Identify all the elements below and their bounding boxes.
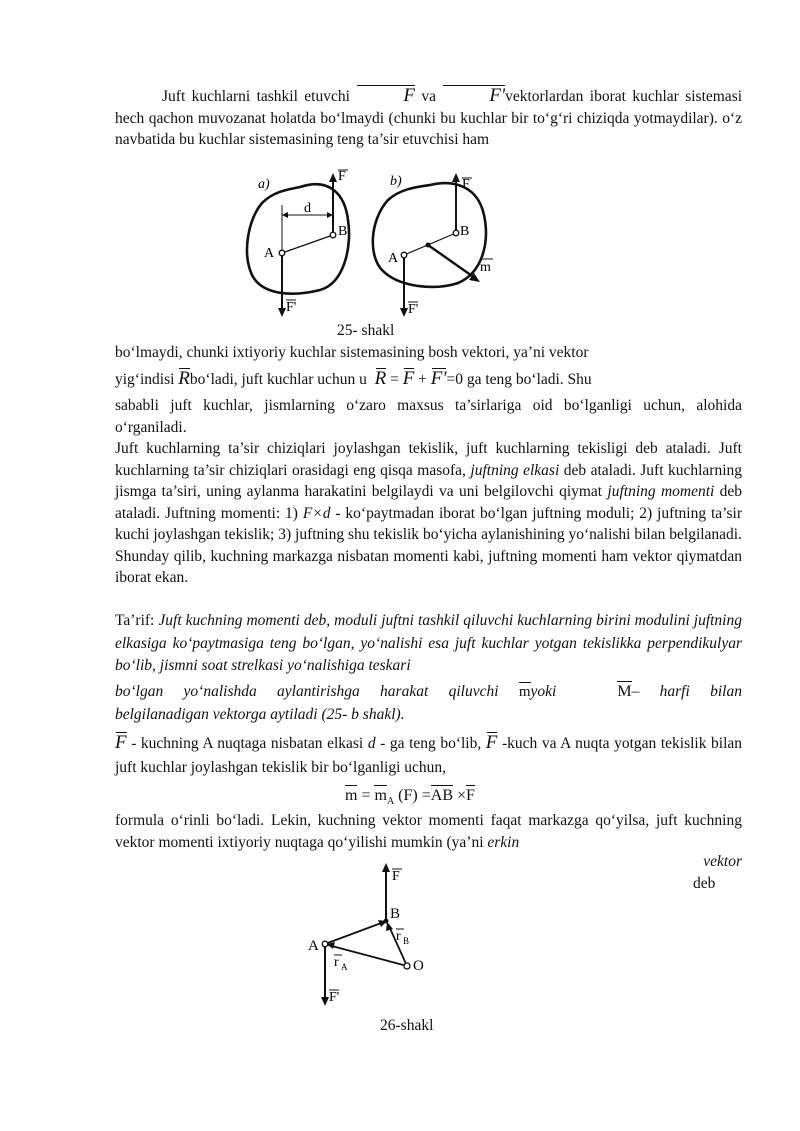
text: - ga teng bo‘lib, (380, 735, 482, 752)
point-B-a (330, 232, 336, 238)
label-rA-sub: A (341, 962, 348, 972)
text: -kuch va A nuqta yotgan tekislik bilan juft kuchlar joylashgan tekislik bir bo‘lganligi uchun, (115, 735, 743, 776)
label-A: A (308, 938, 319, 954)
arrowhead-icon (321, 997, 329, 1006)
text: yoki (530, 683, 557, 700)
formula-eq: = (361, 787, 371, 804)
label-F-b: F (462, 177, 470, 192)
label-A-a: A (264, 246, 275, 261)
vector-R-eq: R (374, 368, 387, 389)
point-B (384, 919, 389, 924)
text: - kuchning A nuqtaga nisbatan elkasi (131, 735, 364, 752)
center-point (426, 243, 431, 248)
label-m: m (480, 260, 491, 275)
text: deb ataladi. Juftning momenti: 1) (115, 483, 743, 522)
arrowhead-icon (382, 863, 390, 872)
label-B: B (390, 906, 401, 922)
term-Fd: F×d (302, 504, 331, 522)
paragraph-arm (115, 732, 742, 780)
text: deb ataladi. Juft kuchlarning jismga ta’siri, uning aylanma harakatini belgilaydi va uni belgilovchi qiymat (115, 461, 743, 500)
label-d: d (304, 201, 311, 216)
text: bo‘lgan yo‘nalishda aylantirishga harakat qiluvchi (115, 683, 499, 700)
point-O (404, 963, 410, 969)
paragraph-main-vector (115, 342, 742, 364)
formula-sub-A: A (386, 796, 395, 808)
definition-text: Juft kuchning momenti deb, moduli juftni tashkil qiluvchi kuchlarning birini modulini juftning elkasiga ko‘paytmasiga teng bo‘lgan, yo‘nalishi esa juft kuchlar yotgan tekislikka perpendikulyar bo‘lib, jismni soat strelkasi yo‘nalishiga teskari (115, 612, 742, 674)
text: bo‘lmaydi, chunki ixtiyoriy kuchlar sistemasining bosh vektori, ya’ni vektor (115, 344, 589, 361)
figure-25 (240, 165, 520, 325)
figure-26 (300, 858, 440, 1013)
symbol-M: M (617, 683, 632, 700)
text: vektorlardan iborat kuchlar sistemasi hech qachon muvozanat holatda bo‘lmaydi (chunki bu kuchlar bir to‘g‘ri chiziqda yotmaydilar). o‘z navbatida bu kuchlar sistemasining teng ta’sir etuvchisi ham (115, 88, 743, 148)
text: – harfi bilan (631, 683, 742, 700)
term-arm: juftning elkasi (470, 461, 560, 479)
term-erkin: erkin (487, 833, 520, 851)
term-moment: juftning momenti (607, 483, 715, 500)
moment-vector-m (428, 245, 475, 278)
paragraph-tarif-2 (115, 680, 742, 703)
paragraph-couple-definition (115, 438, 742, 589)
arrowhead-icon (278, 308, 286, 317)
vector-F-prime: F' (442, 85, 505, 105)
label-F-a: F (338, 169, 346, 184)
point-A-a (279, 250, 285, 256)
text: Juft kuchlarning ta’sir chiziqlari joylashgan tekislik, juft kuchlarning tekisligi deb ataladi. Juft kuchlarning ta’sir chiziqlari orasidagi eng qisqa masofa, (115, 440, 742, 479)
formula-F: F (466, 787, 475, 804)
symbol-d: d (367, 735, 376, 752)
vector-F: F (485, 732, 498, 753)
formula-m: m (345, 787, 358, 804)
formula-eq2: = (421, 787, 431, 804)
label-rB-sub: B (403, 936, 410, 946)
paragraph-main-vector-3 (115, 395, 742, 438)
arrowhead-icon (452, 173, 460, 182)
formula-AB: AB (430, 787, 453, 804)
label-a: a) (258, 177, 270, 192)
paragraph-main-vector-2 (115, 368, 742, 391)
label-F-prime-b: F' (408, 302, 419, 317)
label-A-b: A (388, 251, 399, 266)
label-rA: r (334, 955, 339, 970)
formula-mA: m (374, 787, 387, 804)
vector-R: R (178, 368, 190, 389)
vector-F: F (115, 732, 127, 753)
label-F-prime-a: F' (286, 300, 297, 315)
tarif-label: Ta’rif: (115, 612, 155, 629)
text: formula o‘rinli bo‘ladi. Lekin, kuchning vektor momenti faqat markazga qo‘yilsa, juft kuchning vektor momenti ixtiyoriy nuqtaga qo‘yilishi mumkin (ya’ni (115, 812, 742, 851)
text: yig‘indisi (115, 371, 175, 388)
segment-AB-a (282, 235, 333, 253)
text-deb: deb (693, 875, 716, 892)
text-vektor: vektor (703, 853, 742, 870)
text: sababli juft kuchlar, jismlarning o‘zaro maxsus ta’sirlariga oid bo‘lganligi uchun, alohida o‘rganiladi. (115, 397, 742, 436)
vector-F-prime-eq: F' (430, 368, 447, 389)
text: =0 ga teng bo‘ladi. Shu (446, 371, 592, 388)
text: = (390, 371, 399, 388)
formula-times: × (457, 787, 467, 804)
text: bo‘ladi, juft kuchlar uchun u (189, 371, 367, 388)
figure-26-caption: 26-shakl (380, 1017, 434, 1034)
arrowhead-icon (400, 308, 408, 317)
symbol-m: m (518, 684, 531, 700)
text: + (418, 371, 427, 388)
formula-F-paren: (F) (398, 787, 418, 804)
paragraph-free-vector (115, 810, 742, 853)
formula-moment (345, 785, 475, 807)
vector-F: F (356, 85, 415, 105)
point-A (322, 941, 328, 947)
paragraph-tarif (115, 610, 742, 678)
vector-AB (325, 922, 384, 944)
paragraph-tarif-3 (115, 704, 742, 726)
paragraph-intro (115, 85, 742, 151)
label-B-a: B (338, 224, 348, 239)
text: Juft kuchlarni tashkil etuvchi (162, 88, 350, 105)
arrowhead-icon (386, 922, 393, 931)
point-A-b (401, 252, 407, 258)
figure-25-caption: 25- shakl (337, 322, 395, 339)
label-F: F (392, 869, 400, 884)
arrowhead-icon (329, 173, 337, 182)
vector-F-eq: F (402, 368, 415, 389)
point-B-b (453, 230, 459, 236)
label-rB: r (396, 929, 401, 944)
label-O: O (413, 958, 424, 974)
text: va (421, 88, 436, 105)
label-b: b) (390, 174, 402, 189)
arrowhead-icon (282, 212, 288, 218)
text: - ko‘paytmadan iborat bo‘lgan juftning moduli; 2) juftning ta’sir kuchi joylashgan tekislik; 3) juftning shu tekislik bo‘yicha aylanishining yo‘nalishi bilan belgilanadi. Shunday qilib, kuchning markazga nisbatan momenti kabi, juftning momenti ham vektor qiymatdan iborat ekan. (115, 504, 742, 586)
label-F-prime: F' (329, 990, 340, 1005)
text: belgilanadigan vektorga aytiladi (25- b shakl). (115, 706, 405, 723)
label-B-b: B (460, 224, 470, 239)
